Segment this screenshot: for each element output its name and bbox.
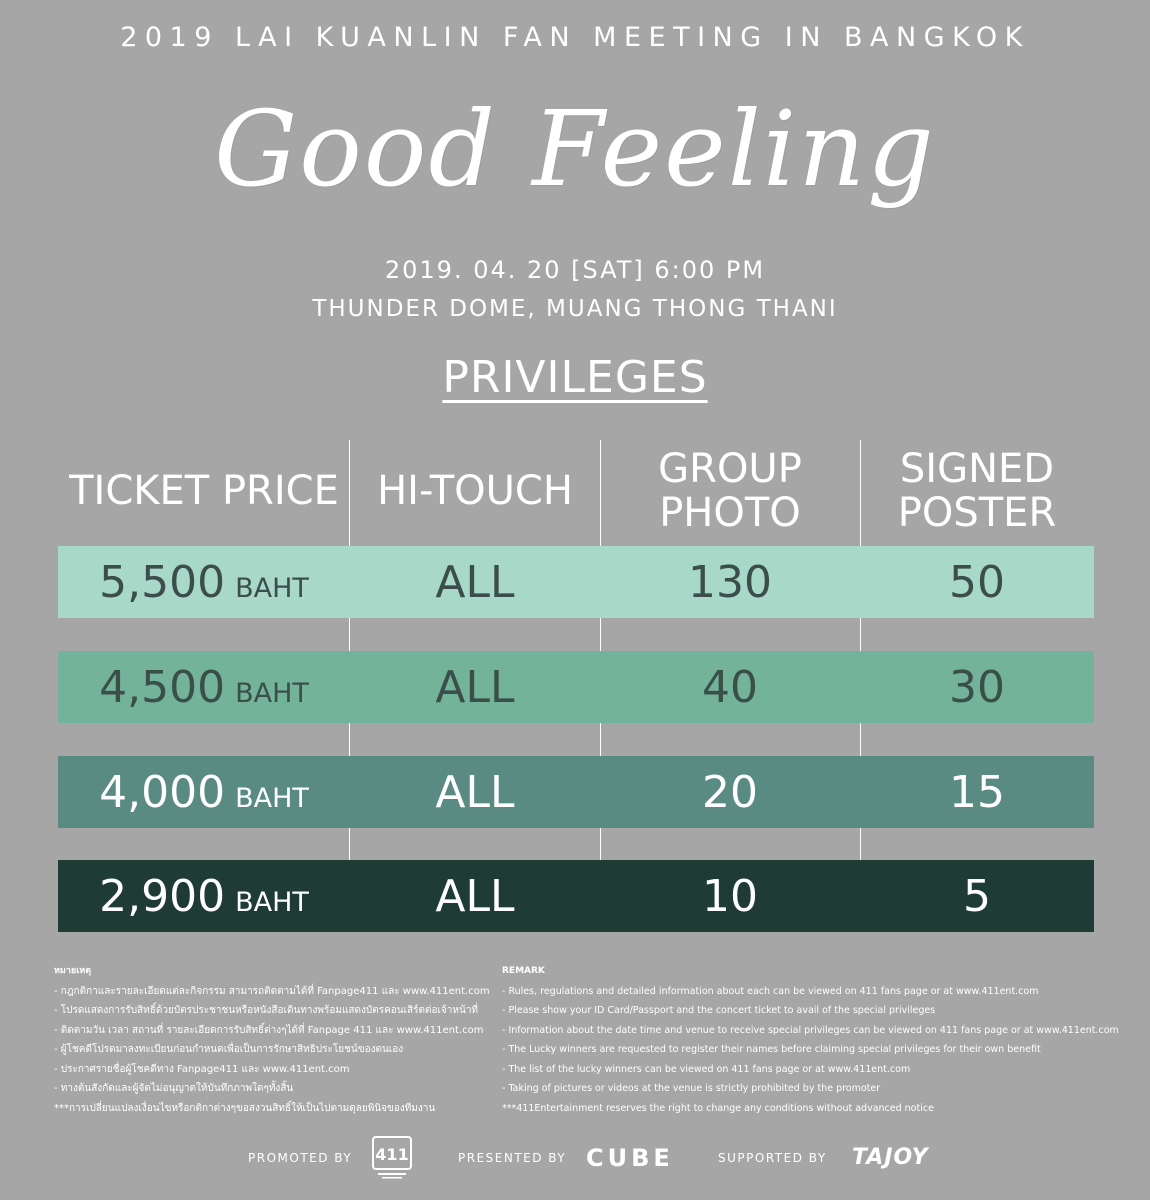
cell-signed-poster: 30 <box>949 661 1005 713</box>
cell-signed-poster: 5 <box>963 870 991 922</box>
table-row <box>58 651 1094 723</box>
cell-signed-poster: 50 <box>949 556 1005 608</box>
price-unit: BAHT <box>235 677 309 709</box>
cell-group-photo: 20 <box>702 766 758 818</box>
logo-tajoy: TAJOY <box>852 1145 929 1170</box>
cell-ticket-price <box>58 651 350 723</box>
logo-cube: CUBE <box>586 1144 674 1172</box>
cell-signed-poster: 15 <box>949 766 1005 818</box>
price-value: 4,000 <box>99 766 226 818</box>
price-unit: BAHT <box>235 782 309 814</box>
price-unit: BAHT <box>235 886 309 918</box>
event-datetime: 2019. 04. 20 [SAT] 6:00 PM <box>384 256 766 284</box>
privileges-heading <box>0 352 1150 403</box>
header-group-photo-line2: PHOTO <box>659 490 801 536</box>
price-value: 4,500 <box>99 661 226 713</box>
notes-thai <box>54 962 490 1118</box>
privileges-heading-text: PRIVILEGES <box>442 352 708 403</box>
header-group-photo-line1: GROUP <box>658 446 802 492</box>
price-value: 5,500 <box>99 556 226 608</box>
cell-hi-touch: ALL <box>435 870 515 922</box>
header-ticket-price: TICKET PRICE <box>69 468 339 514</box>
note-item: - ติดตามวัน เวลา สถานที่ รายละเอียดการรับสิทธิ์ต่างๆได้ที่ Fanpage 411 และ www.411ent.com <box>54 1024 484 1036</box>
cell-hi-touch: ALL <box>435 556 515 608</box>
table-row <box>58 756 1094 828</box>
cell-group-photo: 10 <box>702 870 758 922</box>
header-signed-poster-line2: POSTER <box>897 490 1057 536</box>
note-item: - กฎกติกาและรายละเอียดแต่ละกิจกรรม สามารถติดตามได้ที่ Fanpage411 และ www.411ent.com <box>54 985 490 997</box>
note-item: - ทางต้นสังกัดและผู้จัดไม่อนุญาตให้บันทึกภาพใดๆทั้งสิ้น <box>54 1083 294 1094</box>
table-row <box>58 860 1094 932</box>
note-item: - Taking of pictures or videos at the venue is strictly prohibited by the promoter <box>502 1083 881 1094</box>
script-title: Good Feeling <box>214 88 936 210</box>
price-value: 2,900 <box>99 870 226 922</box>
price-unit: BAHT <box>235 572 309 604</box>
promoted-by-label: PROMOTED BY <box>248 1151 353 1165</box>
event-title: 2019 LAI KUANLIN FAN MEETING IN BANGKOK <box>120 22 1030 53</box>
logo-411-icon <box>372 1136 412 1180</box>
cell-ticket-price <box>58 546 350 618</box>
note-item: - Information about the date time and venue to receive special privileges can be viewed on 411 fans page or at www.411ent.com <box>502 1024 1119 1036</box>
note-item: - ผู้โชคดีโปรดมาลงทะเบียนก่อนกำหนดเพื่อเป็นการรักษาสิทธิประโยชน์ของตนเอง <box>54 1044 404 1055</box>
presented-by-label: PRESENTED BY <box>458 1151 567 1165</box>
cell-hi-touch: ALL <box>435 766 515 818</box>
note-item: - The Lucky winners are requested to register their names before claiming special privileges for their own benefit <box>502 1044 1041 1055</box>
note-item: - ประกาศรายชื่อผู้โชคดีทาง Fanpage411 และ www.411ent.com <box>54 1063 350 1075</box>
note-item: - Please show your ID Card/Passport and the concert ticket to avail of the special privileges <box>502 1005 936 1016</box>
note-item: - โปรดแสดงการรับสิทธิ์ด้วยบัตรประชาชนหรือหนังสือเดินทางพร้อมแสดงบัตรคอนเสิร์ตต่อเจ้าหน้าที่ <box>54 1005 479 1016</box>
notes-thai-heading: หมายเหตุ <box>54 966 92 976</box>
cell-hi-touch: ALL <box>435 661 515 713</box>
notes-english-heading: REMARK <box>502 966 545 976</box>
cell-group-photo: 40 <box>702 661 758 713</box>
note-item: - The list of the lucky winners can be viewed on 411 fans page or at www.411ent.com <box>502 1063 911 1075</box>
cell-ticket-price <box>58 756 350 828</box>
header-signed-poster <box>860 446 1094 536</box>
note-item: ***411Entertainment reserves the right to change any conditions without advanced notice <box>502 1102 934 1114</box>
cell-ticket-price <box>58 860 350 932</box>
note-item: - Rules, regulations and detailed information about each can be viewed on 411 fans page or at www.411ent.com <box>502 985 1039 997</box>
note-item: ***การเปลี่ยนแปลงเงื่อนไขหรือกติกาต่างๆขอสงวนสิทธิ์ให้เป็นไปตามดุลยพินิจของทีมงาน <box>54 1102 436 1114</box>
cell-group-photo: 130 <box>688 556 772 608</box>
svg-text:411: 411 <box>375 1145 409 1164</box>
header-group-photo <box>600 446 860 536</box>
table-row <box>58 546 1094 618</box>
header-hi-touch: HI-TOUCH <box>377 468 573 514</box>
event-venue: THUNDER DOME, MUANG THONG THANI <box>312 296 838 322</box>
supported-by-label: SUPPORTED BY <box>718 1151 827 1165</box>
header-signed-poster-line1: SIGNED <box>899 446 1055 492</box>
notes-english <box>502 962 1119 1118</box>
